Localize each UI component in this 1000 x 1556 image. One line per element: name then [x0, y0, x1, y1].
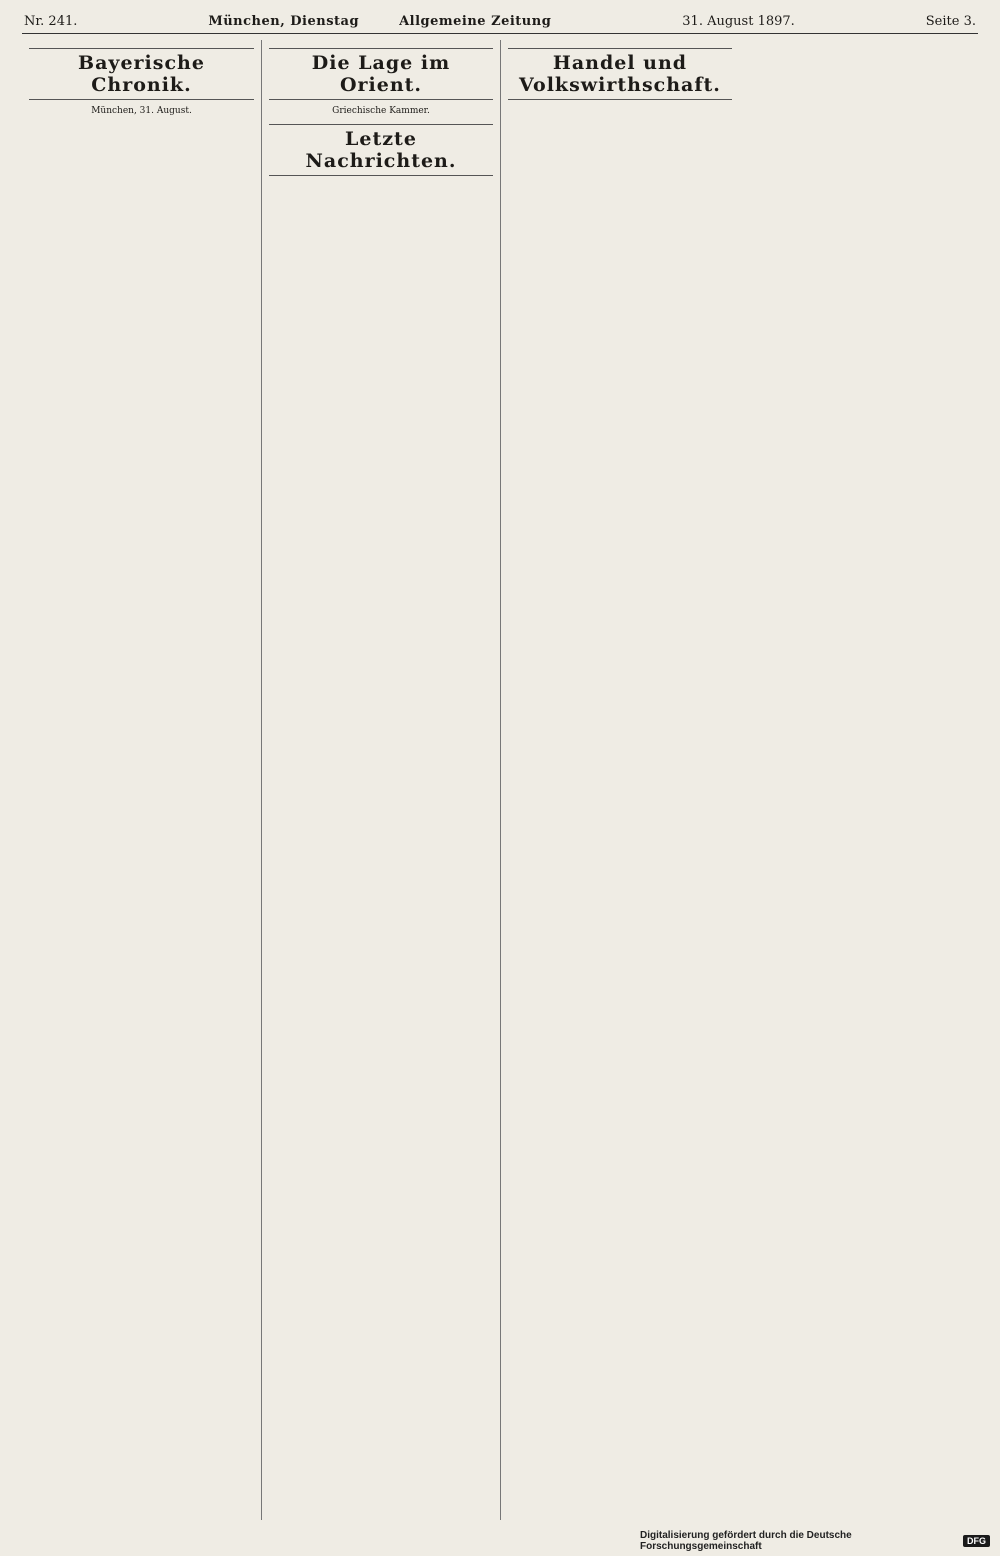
- section-heading: Die Lage im Orient.: [269, 48, 493, 100]
- section-subheading: Griechische Kammer.: [332, 106, 430, 116]
- section-heading: Handel und Volkswirthschaft.: [508, 48, 732, 100]
- issue-date: 31. August 1897.: [682, 14, 795, 29]
- footer-credit: [640, 1532, 990, 1550]
- section-subheading: München, 31. August.: [91, 106, 192, 116]
- masthead-center: [208, 14, 551, 29]
- section-heading: Bayerische Chronik.: [29, 48, 254, 100]
- place-day: München, Dienstag: [208, 14, 360, 29]
- newspaper-page: [22, 14, 978, 1526]
- issue-number: Nr. 241.: [24, 14, 78, 29]
- column-2: [261, 40, 500, 1520]
- article-columns: [22, 40, 978, 1520]
- paper-title: Allgemeine Zeitung: [399, 14, 552, 29]
- section-heading: Letzte Nachrichten.: [269, 124, 493, 176]
- masthead: [22, 14, 978, 34]
- page-number: Seite 3.: [925, 14, 976, 29]
- dfg-logo: DFG: [963, 1535, 990, 1547]
- column-1: [22, 40, 261, 1520]
- footer-text: Digitalisierung gefördert durch die Deutsche Forschungsgemeinschaft: [640, 1530, 852, 1552]
- column-3: [500, 40, 739, 1520]
